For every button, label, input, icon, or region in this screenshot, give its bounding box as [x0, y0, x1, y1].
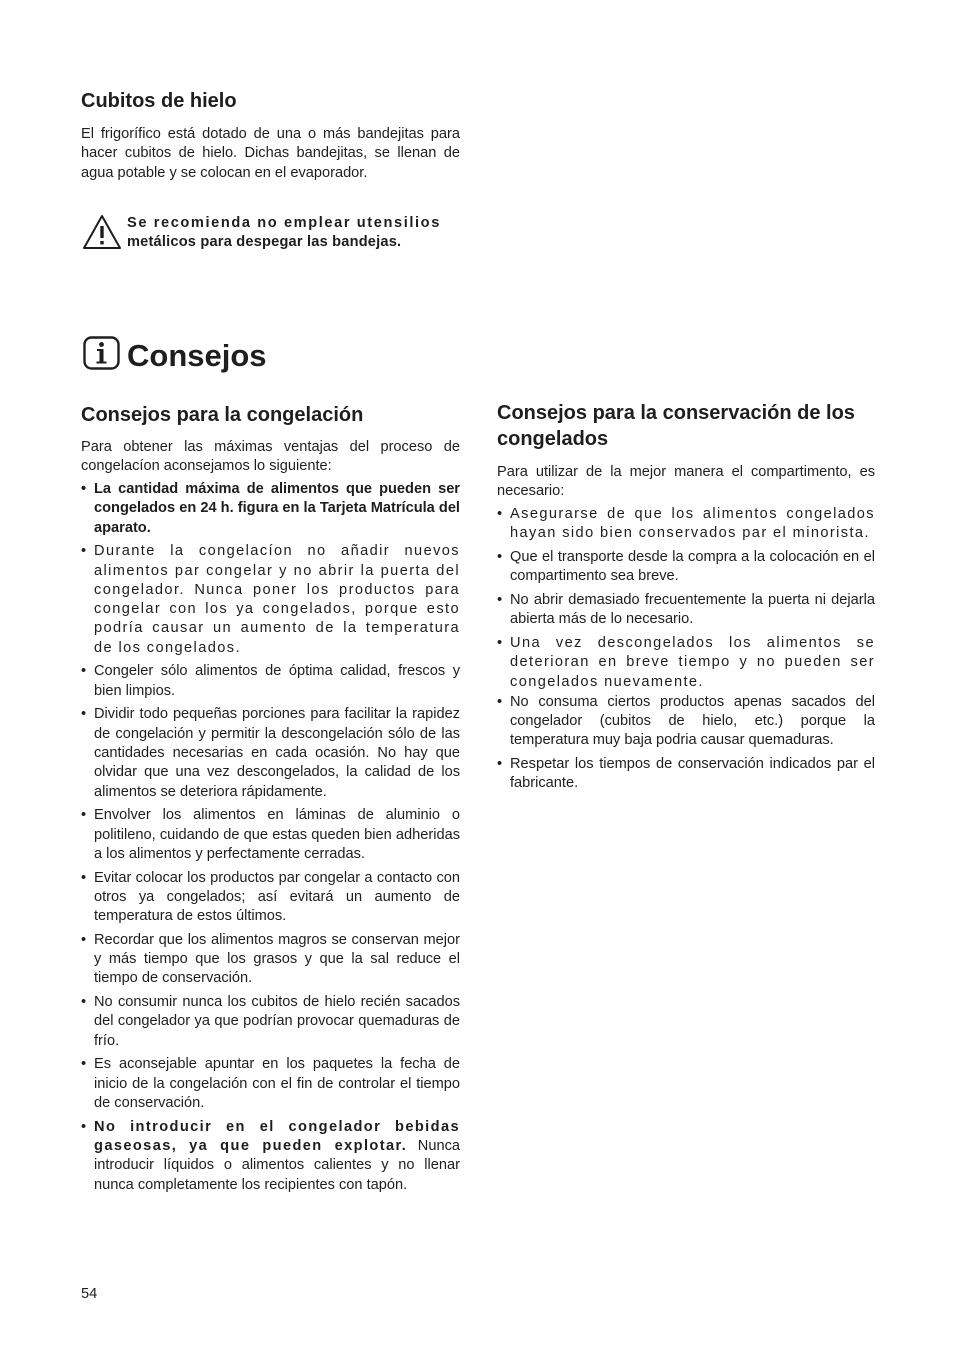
list-item: • Una vez descongelados los alimentos se deterioran en breve tiempo y no pueden ser congelados nuevamente.	[497, 634, 875, 692]
warning-text	[127, 214, 460, 253]
list-item: • Durante la congelacíon no añadir nuevos alimentos par congelar y no abrir la puerta del congelador. Nunca poner los productos para congelar con los ya congelados, porque esto podría causar un aumento de la temperatura de los congelados.	[81, 542, 460, 658]
list-item: • Respetar los tiempos de conservación indicados par el fabricante.	[497, 755, 875, 794]
page-number: 54	[81, 1286, 98, 1302]
storage-tips-intro: Para utilizar de la mejor manera el compartimento, es necesario:	[497, 464, 875, 500]
list-item-bold: No introducir en el congelador bebidas gaseosas, ya que pueden explotar.	[94, 1118, 460, 1155]
list-item: • Congeler sólo alimentos de óptima calidad, frescos y bien limpios.	[81, 662, 460, 701]
list-item: • Asegurarse de que los alimentos congelados hayan sido bien conservados par el minorista.	[497, 505, 875, 544]
warning-triangle-icon	[82, 214, 122, 250]
consejos-title: Consejos	[127, 338, 267, 373]
list-item: • Evitar colocar los productos par congelar a contacto con otros ya congelados; así evitará un aumento de temperatura de estos últimos.	[81, 869, 460, 927]
ice-cube-heading: Cubitos de hielo	[81, 90, 237, 112]
list-item: • Es aconsejable apuntar en los paquetes la fecha de inicio de la congelación con el fin de controlar el tiempo de conservación.	[81, 1055, 460, 1113]
freezing-tips-heading: Consejos para la congelación	[81, 404, 364, 426]
list-item: • Envolver los alimentos en láminas de aluminio o politileno, cuidando de que estas queden bien adheridas a los alimentos y perfectamente cerradas.	[81, 806, 460, 864]
list-item: • Recordar que los alimentos magros se conservan mejor y más tiempo que los grasos y que la sal reduce el tiempo de conservación.	[81, 931, 460, 989]
storage-tips-list	[497, 505, 875, 798]
list-item: • No abrir demasiado frecuentemente la puerta ni dejarla abierta más de lo necesario.	[497, 591, 875, 630]
list-item: • Dividir todo pequeñas porciones para facilitar la rapidez de congelación y permitir la descongelación sólo de las cantidades necesarias en cada ocasión. No hay que olvidar que una vez descongelados, la calidad de los alimentos se deteriora rápidamente.	[81, 705, 460, 801]
freezing-tips-intro: Para obtener las máximas ventajas del proceso de congelacíon aconsejamos lo siguiente:	[81, 439, 460, 475]
freezing-tips-list	[81, 480, 460, 1199]
consejos-title-block	[81, 335, 381, 377]
warning-line-1: Se recomienda no emplear utensilios	[127, 215, 441, 231]
list-item: • No consuma ciertos productos apenas sacados del congelador (cubitos de hielo, etc.) porque la temperatura muy baja podria causar quemaduras.	[497, 693, 875, 751]
warning-line-2: metálicos para despegar las bandejas.	[127, 234, 402, 251]
list-item: • No consumir nunca los cubitos de hielo recién sacados del congelador ya que podrían provocar quemaduras de frío.	[81, 993, 460, 1051]
list-item	[81, 1118, 460, 1195]
info-icon	[83, 336, 120, 370]
list-item: • Que el transporte desde la compra a la colocación en el compartimento sea breve.	[497, 548, 875, 587]
list-item: • La cantidad máxima de alimentos que pueden ser congelados en 24 h. figura en la Tarjeta Matrícula del aparato.	[81, 480, 460, 538]
storage-tips-heading: Consejos para la conservación de los congelados	[497, 402, 855, 450]
warning-block	[81, 212, 460, 254]
list-item-rest: Nunca introducir líquidos o alimentos calientes y no llenar nunca completamente los recipientes con tapón.	[94, 1138, 460, 1193]
ice-cube-paragraph: El frigorífico está dotado de una o más bandejitas para hacer cubitos de hielo. Dichas bandejitas, se llenan de agua potable y se colocan en el evaporador.	[81, 126, 460, 181]
